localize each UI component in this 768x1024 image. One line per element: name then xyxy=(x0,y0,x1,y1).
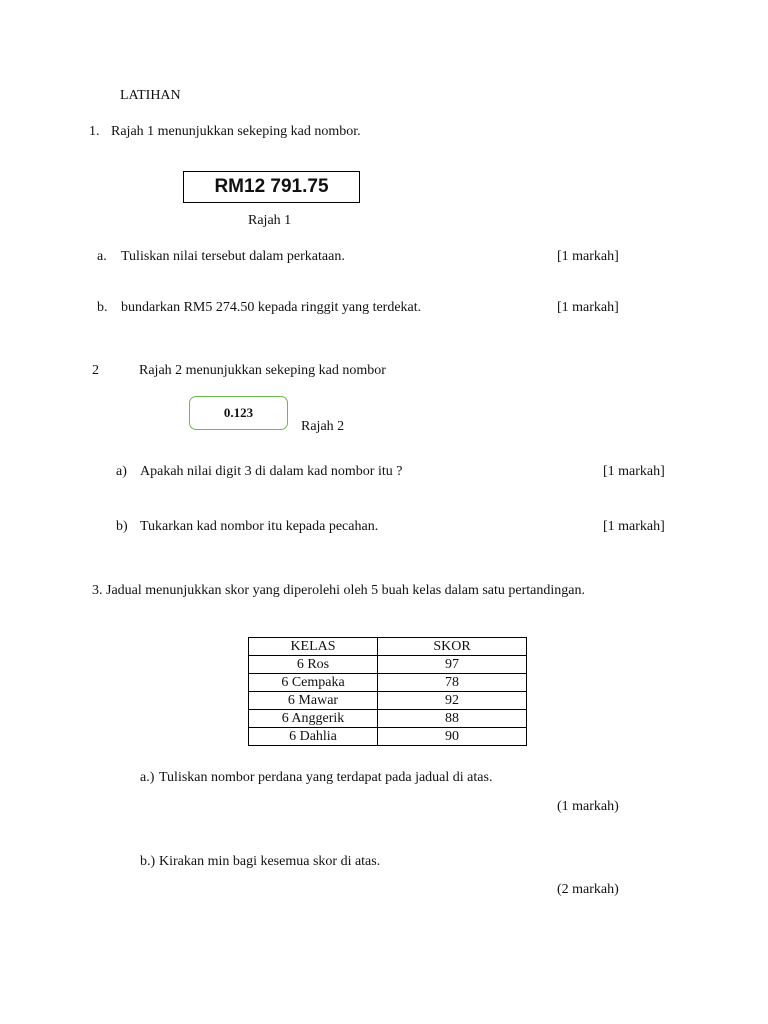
q2-text: Rajah 2 menunjukkan sekeping kad nombor xyxy=(139,363,386,378)
table-cell-skor: 78 xyxy=(378,674,527,692)
table-cell-kelas: 6 Cempaka xyxy=(249,674,378,692)
table-row xyxy=(249,728,527,746)
q1a-marks: [1 markah] xyxy=(557,249,619,264)
score-table xyxy=(248,637,527,746)
table-row xyxy=(249,674,527,692)
q1-card-value: RM12 791.75 xyxy=(214,176,329,197)
table-cell-kelas: 6 Anggerik xyxy=(249,710,378,728)
q1a-text: Tuliskan nilai tersebut dalam perkataan. xyxy=(121,249,345,264)
q1b-label: b. xyxy=(97,300,108,315)
q3a-text: Tuliskan nombor perdana yang terdapat pada jadual di atas. xyxy=(159,770,493,785)
table-cell-kelas: 6 Dahlia xyxy=(249,728,378,746)
q2b-marks: [1 markah] xyxy=(603,519,665,534)
q3b-marks: (2 markah) xyxy=(557,882,619,897)
page-title: LATIHAN xyxy=(120,88,181,103)
table-cell-skor: 92 xyxy=(378,692,527,710)
table-header-skor: SKOR xyxy=(378,638,527,656)
table-row xyxy=(249,656,527,674)
table-row xyxy=(249,692,527,710)
q3b-label: b.) xyxy=(140,854,156,869)
q3b-text: Kirakan min bagi kesemua skor di atas. xyxy=(159,854,381,869)
q3-text: 3. Jadual menunjukkan skor yang diperolehi oleh 5 buah kelas dalam satu pertandingan. xyxy=(92,583,585,598)
table-header-kelas: KELAS xyxy=(249,638,378,656)
q2b-text: Tukarkan kad nombor itu kepada pecahan. xyxy=(140,519,379,534)
q2a-label: a) xyxy=(116,464,127,479)
q1-text: Rajah 1 menunjukkan sekeping kad nombor. xyxy=(111,124,361,139)
q2a-marks: [1 markah] xyxy=(603,464,665,479)
table-cell-skor: 88 xyxy=(378,710,527,728)
q3a-marks: (1 markah) xyxy=(557,799,619,814)
q2-number: 2 xyxy=(92,363,99,378)
q2b-label: b) xyxy=(116,519,128,534)
q1-number: 1. xyxy=(89,124,100,139)
q2-caption: Rajah 2 xyxy=(301,419,345,434)
table-header-row xyxy=(249,638,527,656)
q1-number-card xyxy=(183,171,360,203)
q1b-text: bundarkan RM5 274.50 kepada ringgit yang terdekat. xyxy=(121,300,422,315)
table-cell-skor: 97 xyxy=(378,656,527,674)
q2-number-card xyxy=(189,396,288,430)
q1a-label: a. xyxy=(97,249,107,264)
q2-card-value: 0.123 xyxy=(223,405,254,420)
table-cell-skor: 90 xyxy=(378,728,527,746)
table-cell-kelas: 6 Mawar xyxy=(249,692,378,710)
table-row xyxy=(249,710,527,728)
table-cell-kelas: 6 Ros xyxy=(249,656,378,674)
q1b-marks: [1 markah] xyxy=(557,300,619,315)
q1-caption: Rajah 1 xyxy=(248,213,292,228)
q2a-text: Apakah nilai digit 3 di dalam kad nombor itu ? xyxy=(140,464,403,479)
q3a-label: a.) xyxy=(140,770,155,785)
